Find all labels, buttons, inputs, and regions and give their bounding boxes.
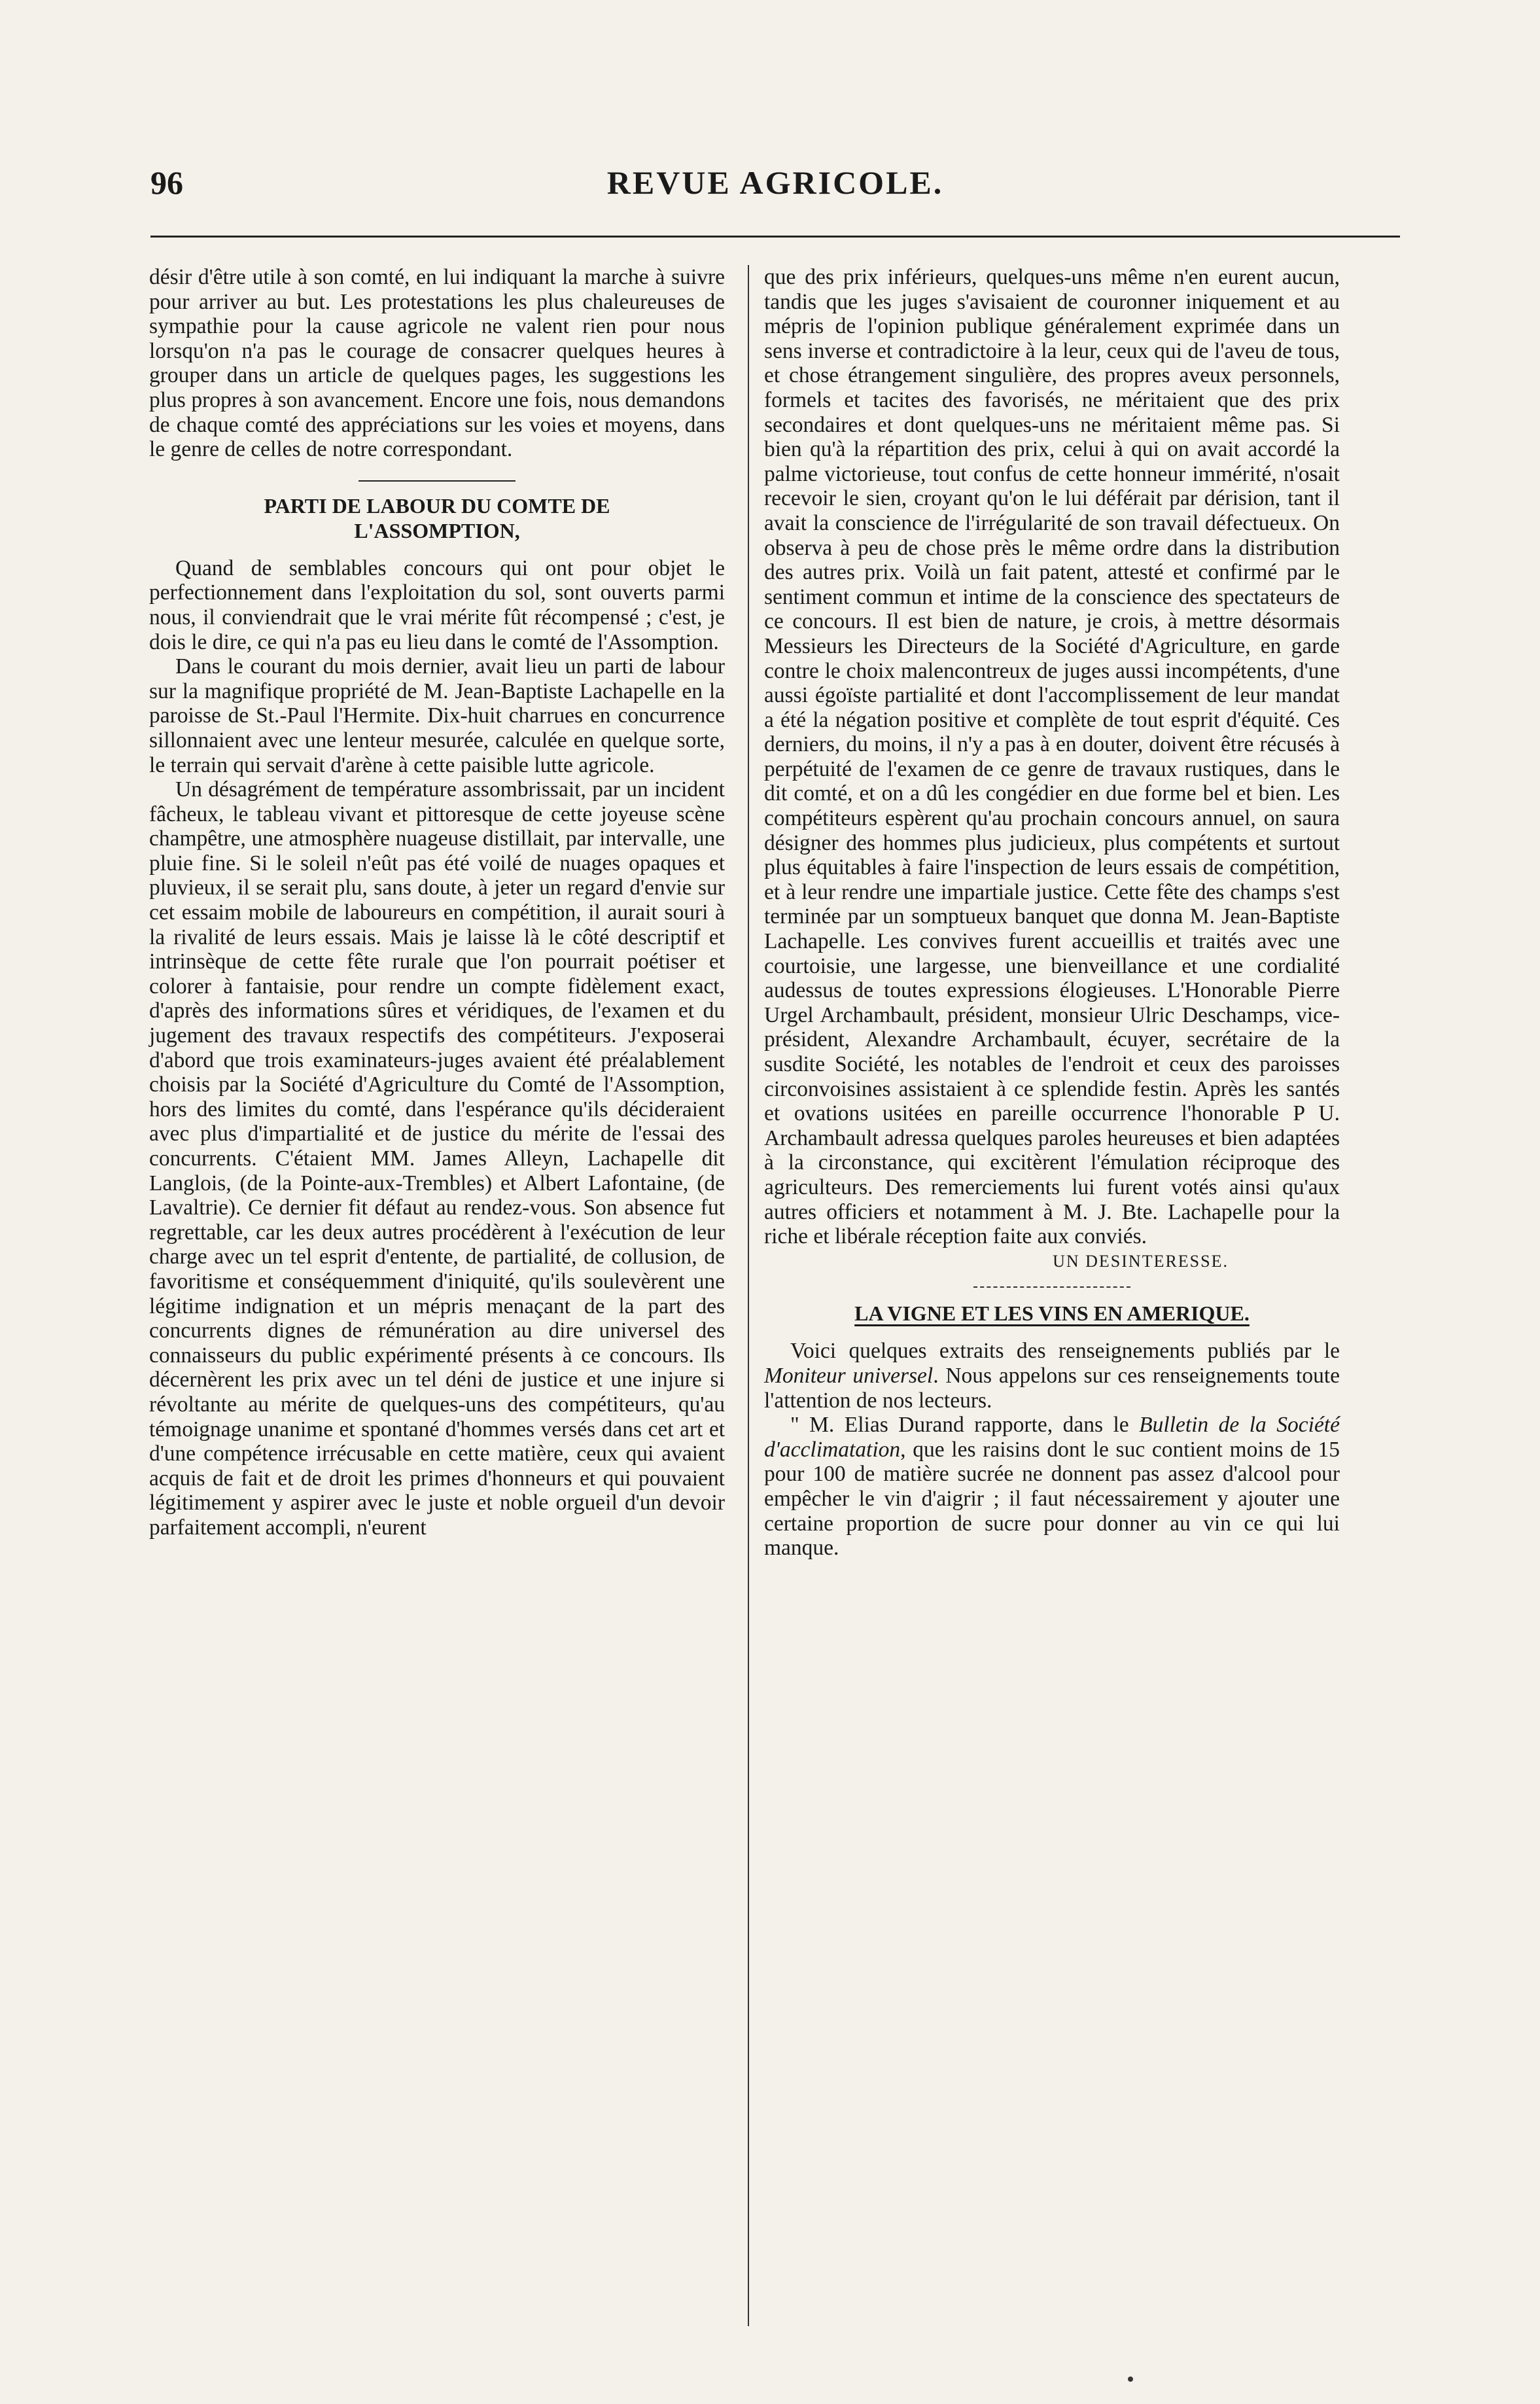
right-column [764,265,1340,1561]
right-paragraph-3 [764,1413,1340,1561]
ink-dot [1128,2377,1133,2382]
section-heading-line-1: PARTI DE LABOUR DU COMTE DE [264,493,610,518]
section-heading-la-vigne: LA VIGNE ET LES VINS EN AMERIQUE. [854,1301,1250,1326]
right-paragraph-2 [764,1339,1340,1413]
left-paragraph-2: Quand de semblables concours qui ont pour objet le perfectionnement dans l'exploitation du sol, sont ouverts parmi nous, il conviendrait que le vrai mérite fût récompensé ; c'est, je dois le dire, ce qui n'a pas eu lieu dans le comté de l'Assomption. [149,556,725,654]
page-header [150,164,1400,209]
running-title: REVUE AGRICOLE. [606,164,944,201]
right-paragraph-2-text-b: . Nous appelons sur ces renseignements toute l'attention de nos lecteurs. [764,1363,1340,1413]
article-signature: UN DESINTERESSE. [1053,1251,1229,1271]
left-paragraph-1: désir d'être utile à son comté, en lui indiquant la marche à suivre pour arriver au but. Les protestations les plus chaleureuses de sympathie pour la cause agricole ne valent rien pour nous lorsqu'on n'a pas le courage de consacrer quelques heures à grouper dans un article de quelques pages, les suggestions les plus propres à son avancement. Encore une fois, nous demandons de chaque comté des appréciations sur les voies et moyens, dans le genre de celles de notre correspondant. [149,265,725,462]
left-column [149,265,725,1540]
page-number: 96 [150,164,183,201]
left-paragraph-3: Dans le courant du mois dernier, avait lieu un parti de labour sur la magnifique propriété de M. Jean-Baptiste Lachapelle en la paroisse de St.-Paul l'Hermite. Dix-huit charrues en concurrence sillonnaient avec une lenteur mesurée, calculée en quelque sorte, le terrain qui servait d'arène à cette paisible lutte agricole. [149,654,725,777]
right-paragraph-1: que des prix inférieurs, quelques-uns même n'en eurent aucun, tandis que les juges s'avisaient de couronner iniquement et au mépris de l'opinion publique généralement exprimée dans un sens inverse et contradictoire à la leur, ceux qui de l'aveu de tous, et chose étrangement singulière, des propres aveux personnels, formels et tacites des favorisés, ne méritaient que des prix secondaires et dont quelques-uns ne méritaient même pas. Si bien qu'à la répartition des prix, celui à qui on avait accordé la palme victorieuse, tout confus de cette honneur immérité, n'osait recevoir le sien, croyant qu'on le lui déférait par dérision, tant il avait la conscience de l'irrégularité de son travail défectueux. On observa à peu de chose près le même ordre dans la distribution des autres prix. Voilà un fait patent, attesté et confirmé par le sentiment commun et intime de la conscience des spectateurs de ce concours. Il est bien de nature, je crois, à mettre désormais Messieurs les Directeurs de la Société d'Agriculture, en garde contre le choix malencontreux de juges aussi incompétents, d'une aussi égoïste partialité et dont l'accomplissement de leur mandat a été la négation positive et complète de tout esprit d'équité. Ces derniers, du moins, il n'y a pas à en douter, doivent être récusés à perpétuité de l'examen de ce genre de travaux rustiques, dans le dit comté, et on a dû les congédier en due forme bel et bien. Les compétiteurs espèrent qu'au prochain concours annuel, on saura désigner des hommes plus judicieux, plus compétents et surtout plus équitables à faire l'inspection de leurs essais de compétition, et à leur rendre une impartiale justice. Cette fête des champs s'est terminée par un somptueux banquet que donna M. Jean-Baptiste Lachapelle. Les convives furent accueillis et traités avec une courtoisie, une largesse, une bienveillance et une cordialité audessus de toutes expressions élogieuses. L'Honorable Pierre Urgel Archambault, président, monsieur Ulric Deschamps, vice-président, Alexandre Archambault, écuyer, secrétaire de la susdite Société, les notables de l'endroit et ceux des paroisses circonvoisines assistaient à ce splendide festin. Après les santés et ovations usitées en pareille occurrence l'honorable P U. Archambault adressa quelques paroles heureuses et bien adaptées à la circonstance, qui excitèrent l'émulation réciproque des agriculteurs. Des remerciements lui furent votés ainsi qu'aux autres officiers et notamment à M. J. Bte. Lachapelle pour la riche et libérale réception faite aux conviés. [764,265,1340,1249]
column-divider [748,265,749,2326]
section-heading-parti-de-labour [162,493,712,543]
section-heading-line-2: L'ASSOMPTION, [354,518,520,542]
left-paragraph-4: Un désagrément de température assombrissait, par un incident fâcheux, le tableau vivant et pittoresque de cette joyeuse scène champêtre, une atmosphère nuageuse distillait, par intervalle, une pluie fine. Si le soleil n'eût pas été voilé de nuages opaques et pluvieux, il se serait plu, sans doute, à jeter un regard d'envie sur cet essaim mobile de laboureurs en compétition, il aurait souri à la rivalité de leurs essais. Mais je laisse là le côté descriptif et intrinsèque de cette fête rurale que l'on pourrait poétiser et colorer à fantaisie, pour rendre un compte fidèlement exact, d'après des informations sûres et véridiques, de l'examen et du jugement des travaux respectifs des compétiteurs. J'exposerai d'abord que trois examinateurs-juges avaient été préalablement choisis par la Société d'Agriculture du Comté de l'Assomption, hors des limites du comté, dans l'espérance qu'ils décideraient avec plus d'impartialité et de justice du mérite de l'essai des concurrents. C'étaient MM. James Alleyn, Lachapelle dit Langlois, (de la Pointe-aux-Trembles) et Albert Lafontaine, (de Lavaltrie). Ce dernier fit défaut au rendez-vous. Son absence fut regrettable, car les deux autres procédèrent à l'exécution de leur charge avec un tel esprit d'entente, de partialité, de collusion, de favoritisme et conséquemment d'iniquité, qu'ils soulevèrent une légitime indignation et un mépris menaçant de la part des concurrents dignes de rémunération au dire universel des connaisseurs du public expérimenté présents à ce concours. Ils décernèrent les prix avec un tel déni de justice et une injure si révoltante au mérite de quelques-uns des compétiteurs, qu'au témoignage unanime et spontané d'hommes versés dans cet art et d'une compétence irrécusable en cette matière, ceux qui avaient acquis de fait et de droit les primes d'honneurs et qui pouvaient légitimement y aspirer avec le juste et noble orgueil d'un devoir parfaitement accompli, n'eurent [149,777,725,1540]
publication-title-moniteur: Moniteur universel [764,1363,934,1388]
section-divider [359,480,516,482]
right-paragraph-3-text-b: , que les raisins dont le suc contient moins de 15 pour 100 de matière sucrée ne donnent pas assez d'alcool pour empêcher le vin d'aigrir ; il faut nécessairement y ajouter une certaine proportion de sucre pour donner au vin ce qui lui manque. [764,1437,1340,1561]
header-rule [150,236,1400,238]
right-paragraph-2-text-a: Voici quelques extraits des renseignements publiés par le [790,1339,1340,1364]
publication-title-bulletin: Bulletin de la Société d'acclimatation [764,1413,1340,1462]
section-divider-dashed [973,1286,1130,1288]
right-paragraph-3-text-a: " M. Elias Durand rapporte, dans le [790,1413,1140,1438]
